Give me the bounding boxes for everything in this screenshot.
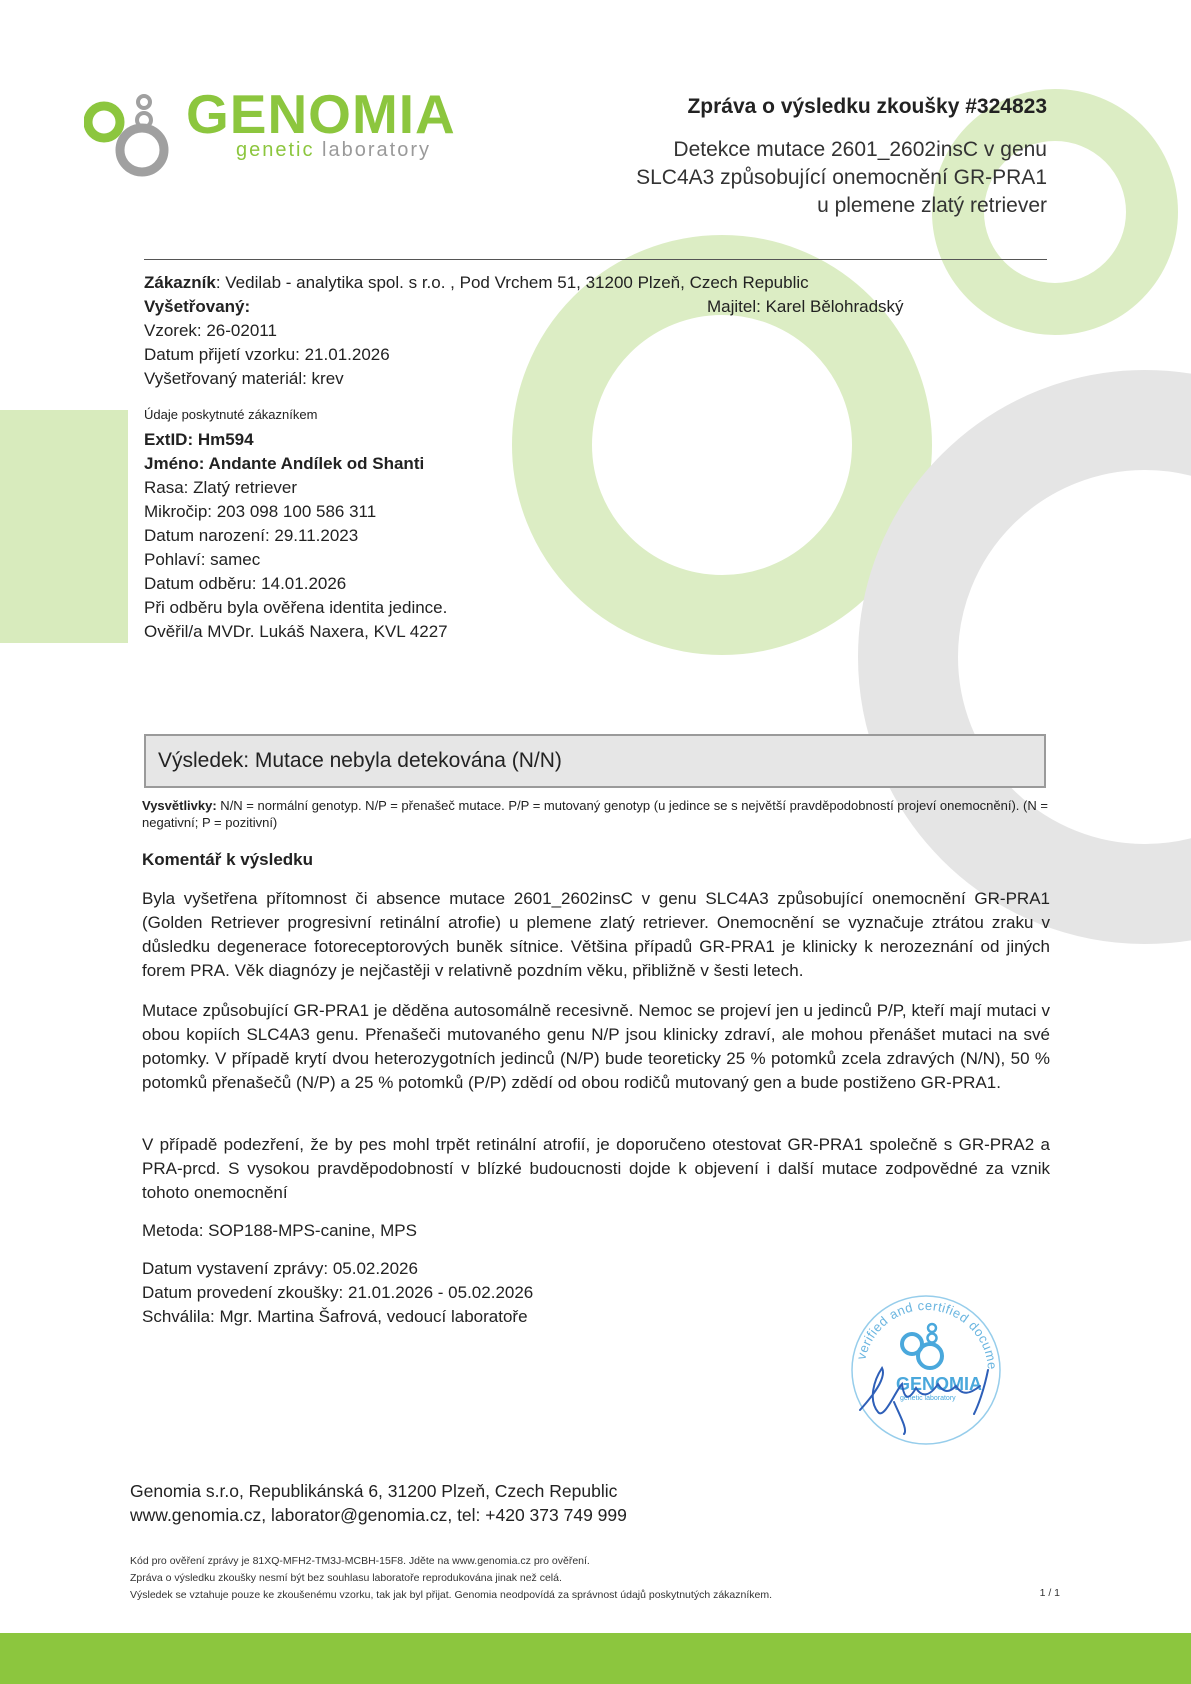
customer-line <box>144 271 904 295</box>
liability-note: Výsledek se vztahuje pouze ke zkoušenému vzorku, tak jak byl přijat. Genomia neodpovídá za správnost údajů poskytnutých zákazníkem. <box>130 1589 773 1601</box>
subtitle-line: Detekce mutace 2601_2602insC v genu <box>673 138 1047 161</box>
report-subtitle <box>527 136 1047 220</box>
comment-paragraph: Byla vyšetřena přítomnost či absence mutace 2601_2602insC v genu SLC4A3 způsobující onemocnění GR-PRA1 (Golden Retriever progresivní retinální atrofie) u plemene zlatý retriever. Onemocnění se vyznačuje ztrátou zraku v důsledku degenerace fotoreceptorových buněk sítnice. Většina případů GR-PRA1 je klinicky k nerozeznání od jiných forem PRA. Věk diagnózy je nejčastěji v relativně pozdním věku, přibližně v šesti letech. <box>142 889 1050 980</box>
owner-name: Majitel: Karel Bělohradský <box>707 297 904 316</box>
comment-heading: Komentář k výsledku <box>142 850 314 869</box>
page-number: 1 / 1 <box>1039 1587 1060 1599</box>
customer-value: : Vedilab - analytika spol. s r.o. , Pod Vrchem 51, 31200 Plzeň, Czech Republic <box>215 273 809 292</box>
identity-note: Při odběru byla ověřena identita jedince. <box>144 598 448 617</box>
animal-chip: Mikročip: 203 098 100 586 311 <box>144 502 377 521</box>
comment-paragraph: Mutace způsobující GR-PRA1 je děděna autosomálně recesivně. Nemoc se projeví jen u jedinců P/P, kteří mají mutaci v obou kopiích SLC4A3 genu. Přenašeči mutovaného genu N/P jsou klinicky zdraví, ale mohou přenášet mutaci na své potomky. V případě krytí dvou heterozygotních jedinců (N/P) bude teoreticky 25 % potomků zcela zdravých (N/N), 50 % potomků přenašečů (N/P) a 25 % potomků (P/P) zdědí od obou rodičů mutovaný gen a bude postiženo GR-PRA1. <box>142 1001 1050 1092</box>
genomia-logo <box>84 84 514 184</box>
logo-circles-icon <box>84 92 184 182</box>
animal-name: Jméno: Andante Andílek od Shanti <box>144 454 425 473</box>
reproduction-note: Zpráva o výsledku zkoušky nesmí být bez souhlasu laboratoře reprodukována jinak než celá. <box>130 1572 562 1584</box>
logo-wordmark: GENOMIA <box>186 83 456 145</box>
customer-info <box>144 271 904 391</box>
report-title: Zpráva o výsledku zkoušky #324823 <box>687 95 1047 118</box>
logo-tagline-laboratory: laboratory <box>314 139 431 161</box>
fine-print <box>130 1553 1070 1604</box>
received-date: Datum přijetí vzorku: 21.01.2026 <box>144 345 390 364</box>
result-box <box>144 734 1046 788</box>
legend-label: Vysvětlivky: <box>142 798 217 813</box>
company-line: Genomia s.r.o, Republikánská 6, 31200 Plzeň, Czech Republic <box>130 1481 618 1501</box>
seal-ring-text: verified and certified docume <box>853 1297 1001 1371</box>
verified-by: Ověřil/a MVDr. Lukáš Naxera, KVL 4227 <box>144 622 448 641</box>
animal-info <box>144 428 744 644</box>
subtitle-line: SLC4A3 způsobující onemocnění GR-PRA1 <box>636 166 1047 189</box>
collection-date: Datum odběru: 14.01.2026 <box>144 574 347 593</box>
result-legend <box>142 797 1050 831</box>
animal-birth-date: Datum narození: 29.11.2023 <box>144 526 359 545</box>
method: Metoda: SOP188-MPS-canine, MPS <box>142 1221 417 1240</box>
sample-number: Vzorek: 26-02011 <box>144 321 277 340</box>
provided-data-label: Údaje poskytnuté zákazníkem <box>144 407 318 422</box>
examined-label: Vyšetřovaný: <box>144 297 251 316</box>
certification-seal <box>838 1280 1018 1450</box>
test-period: Datum provedení zkoušky: 21.01.2026 - 05.02.2026 <box>142 1283 534 1302</box>
company-address <box>130 1479 627 1527</box>
ext-id: ExtID: Hm594 <box>144 430 254 449</box>
header-divider <box>144 259 1047 260</box>
animal-breed: Rasa: Zlatý retriever <box>144 478 298 497</box>
animal-sex: Pohlaví: samec <box>144 550 261 569</box>
seal-brand: GENOMIA <box>896 1374 983 1394</box>
examined-material: Vyšetřovaný materiál: krev <box>144 369 344 388</box>
subtitle-line: u plemene zlatý retriever <box>817 194 1047 217</box>
seal-graphic <box>838 1280 1018 1450</box>
seal-brand-sub: genetic laboratory <box>900 1395 956 1402</box>
verification-code-note: Kód pro ověření zprávy je 81XQ-MFH2-TM3J-MCBH-15F8. Jděte na www.genomia.cz pro ověření. <box>130 1555 590 1567</box>
approved-by: Schválila: Mgr. Martina Šafrová, vedoucí laboratoře <box>142 1307 528 1326</box>
logo-tagline <box>236 138 431 162</box>
bottom-accent-bar <box>0 1633 1191 1684</box>
legend-text: N/N = normální genotyp. N/P = přenašeč mutace. P/P = mutovaný genotyp (u jedince se s největší pravděpodobností projeví onemocnění). (N = negativní; P = pozitivní) <box>142 798 1048 830</box>
seal-logo-icon <box>902 1324 942 1368</box>
comment-paragraph: V případě podezření, že by pes mohl trpět retinální atrofií, je doporučeno otestovat GR-PRA1 společně s GR-PRA2 a PRA-prcd. S vysokou pravděpodobností v blízké budoucnosti dojde k objevení i další mutace zodpovědné za vznik tohoto onemocnění <box>142 1135 1050 1202</box>
customer-label: Zákazník <box>144 273 216 292</box>
result-text: Výsledek: Mutace nebyla detekována (N/N) <box>158 749 562 772</box>
contact-line: www.genomia.cz, laborator@genomia.cz, tel: +420 373 749 999 <box>130 1505 627 1525</box>
issue-date: Datum vystavení zprávy: 05.02.2026 <box>142 1259 418 1278</box>
logo-tagline-genetic: genetic <box>236 139 315 161</box>
side-accent-bar <box>0 410 128 643</box>
